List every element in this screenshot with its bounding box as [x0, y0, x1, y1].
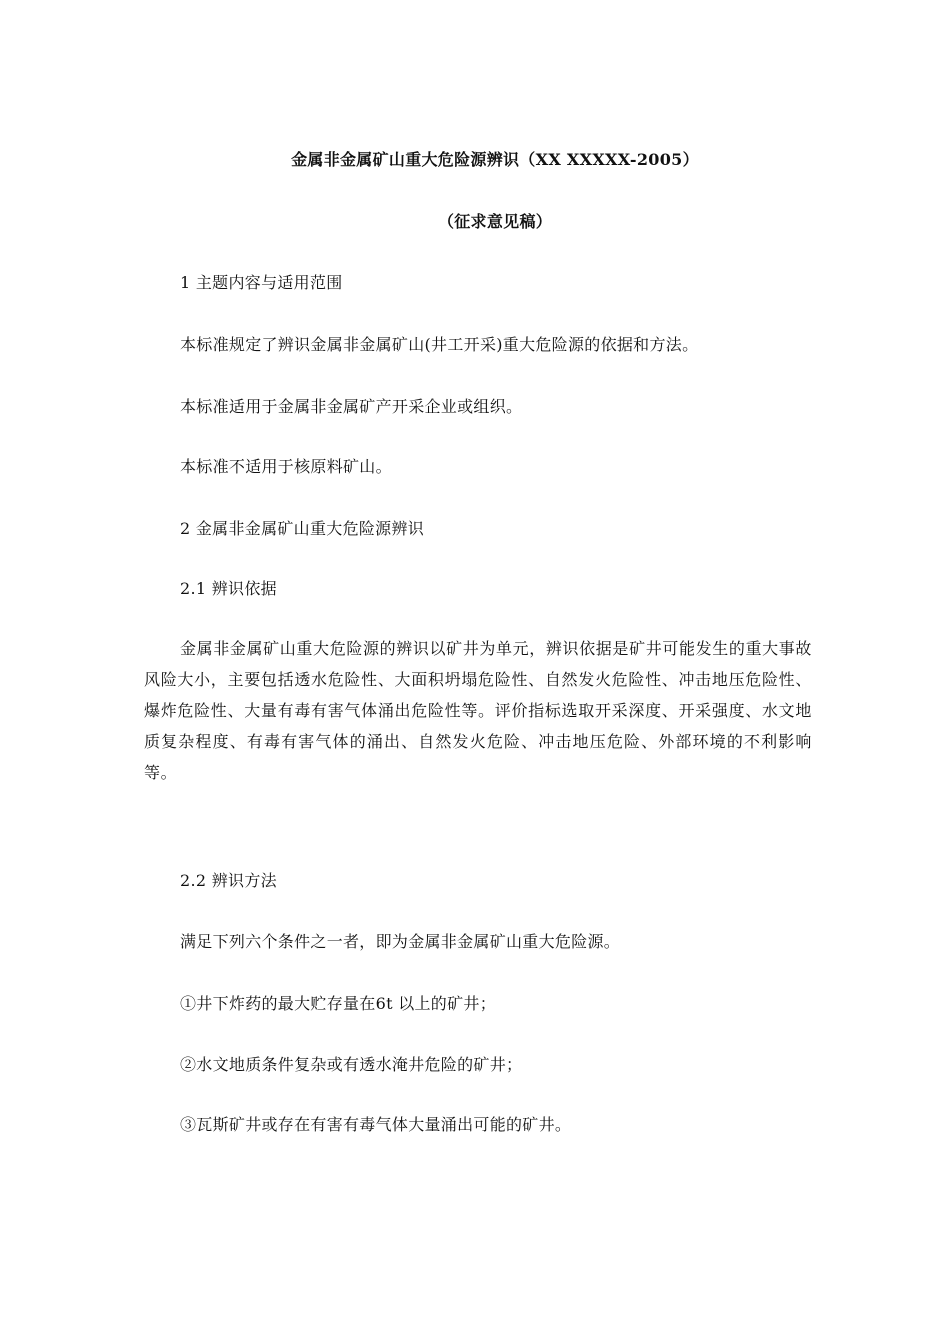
section-2-1-body: 金属非金属矿山重大危险源的辨识以矿井为单元，辨识依据是矿井可能发生的重大事故风险大小，主要包括透水危险性、大面积坍塌危险性、自然发火危险性、冲击地压危险性、爆炸危险性、大量有毒有害气体涌出危险性等。评价指标选取开采深度、开采强度、水文地质复杂程度、有毒有害气体的涌出、自然发火危险、冲击地压危险、外部环境的不利影响等。: [144, 639, 812, 782]
section-1-paragraph-scope: 本标准规定了辨识金属非金属矿山(井工开采)重大危险源的依据和方法。: [180, 335, 699, 354]
document-subtitle: （征求意见稿）: [437, 212, 553, 231]
section-1-paragraph-exclusion: 本标准不适用于核原料矿山。: [180, 457, 392, 476]
condition-item: ③瓦斯矿井或存在有害有毒气体大量涌出可能的矿井。: [180, 1115, 572, 1134]
section-2-2-intro: 满足下列六个条件之一者，即为金属非金属矿山重大危险源。: [180, 932, 621, 951]
section-2-heading: 2 金属非金属矿山重大危险源辨识: [180, 519, 425, 538]
document-title: 金属非金属矿山重大危险源辨识（XX XXXXX-2005）: [291, 150, 699, 169]
section-2-2-heading: 2.2 辨识方法: [180, 871, 277, 890]
condition-item: ②水文地质条件复杂或有透水淹井危险的矿井；: [180, 1055, 523, 1074]
section-1-paragraph-applicability: 本标准适用于金属非金属矿产开采企业或组织。: [180, 397, 523, 416]
section-1-heading: 1 主题内容与适用范围: [180, 273, 343, 292]
section-2-1-heading: 2.1 辨识依据: [180, 579, 277, 598]
condition-item: ①井下炸药的最大贮存量在6t 以上的矿井；: [180, 994, 496, 1013]
